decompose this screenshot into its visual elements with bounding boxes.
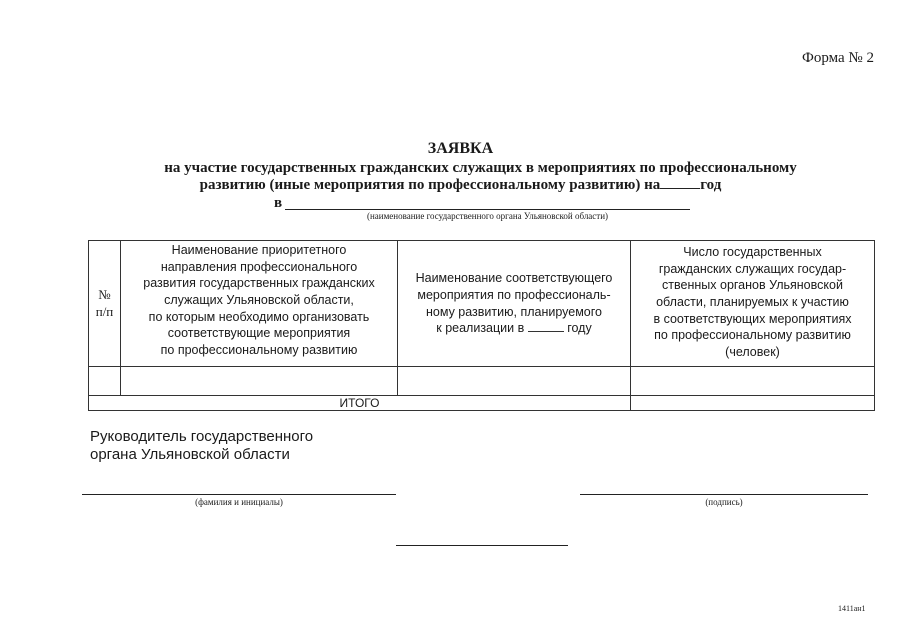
header-count-line: по профессиональному развитию	[654, 328, 851, 343]
document-title: ЗАЯВКА	[427, 140, 494, 157]
header-count-cell	[631, 241, 875, 367]
header-direction-cell	[121, 241, 398, 367]
header-event-cell	[398, 241, 631, 367]
header-count-line: ственных органов Ульяновской	[662, 278, 843, 293]
header-number-pp: п/п	[95, 303, 114, 319]
row-count-cell[interactable]	[631, 367, 875, 396]
header-event-line	[398, 320, 630, 337]
header-direction-line: развития государственных гражданских	[143, 276, 375, 291]
header-event-year-blank	[528, 321, 564, 332]
table-total-row	[89, 396, 875, 411]
header-number-sign: №	[98, 286, 111, 302]
header-event-line: мероприятия по профессиональ-	[417, 287, 611, 302]
request-table	[88, 240, 875, 411]
header-count-line: в соответствующих мероприятиях	[653, 311, 852, 326]
signature-line	[580, 494, 868, 495]
header-direction-line: по которым необходимо организовать	[148, 309, 370, 324]
header-event-year-suffix: году	[567, 321, 592, 336]
header-direction-line: по профессиональному развитию	[160, 342, 358, 357]
org-name-line	[285, 209, 690, 210]
form-number: Форма № 2	[802, 50, 874, 66]
table-row	[89, 367, 875, 396]
total-value-cell[interactable]	[631, 396, 875, 411]
header-event-line: Наименование соответствующего	[415, 271, 613, 286]
header-direction-line: Наименование приоритетного	[171, 243, 347, 257]
date-line	[396, 545, 568, 546]
document-subtitle-line2	[8, 176, 905, 194]
header-count-line: области, планируемых к участию	[656, 294, 849, 309]
header-direction-line: соответствующие мероприятия	[167, 326, 351, 341]
header-direction-line: направления профессионального	[160, 259, 358, 274]
header-number-cell	[89, 241, 121, 367]
org-prefix: в	[274, 195, 283, 211]
header-count-line: гражданских служащих государ-	[658, 261, 847, 276]
header-direction-line: служащих Ульяновской области,	[164, 292, 354, 307]
row-number-cell[interactable]	[89, 367, 121, 396]
header-count-line: Число государственных	[683, 245, 822, 259]
name-caption: (фамилия и инициалы)	[195, 497, 283, 507]
signer-title-line1: Руководитель государственного	[90, 428, 314, 445]
table-header-row	[89, 241, 875, 367]
subtitle-line2-text: развитию (иные мероприятия по профессиональному развитию) на	[199, 177, 661, 193]
subtitle-year-suffix: год	[700, 177, 722, 193]
signer-title-line2: органа Ульяновской области	[90, 446, 290, 463]
total-label: ИТОГО	[89, 396, 631, 411]
name-line	[82, 494, 396, 495]
header-event-line: ному развитию, планируемого	[425, 304, 602, 319]
row-event-cell[interactable]	[398, 367, 631, 396]
document-subtitle-line1: на участие государственных гражданских служащих в мероприятиях по профессиональному	[164, 160, 797, 176]
org-name-caption: (наименование государственного органа Ульяновской области)	[366, 211, 609, 221]
signature-caption: (подпись)	[705, 497, 743, 507]
page-code: 1411ан1	[838, 604, 866, 613]
header-event-implementation: к реализации в	[436, 321, 525, 336]
signer-block	[90, 428, 313, 464]
year-blank	[660, 176, 700, 189]
header-count-line: (человек)	[725, 344, 780, 359]
row-direction-cell[interactable]	[121, 367, 398, 396]
